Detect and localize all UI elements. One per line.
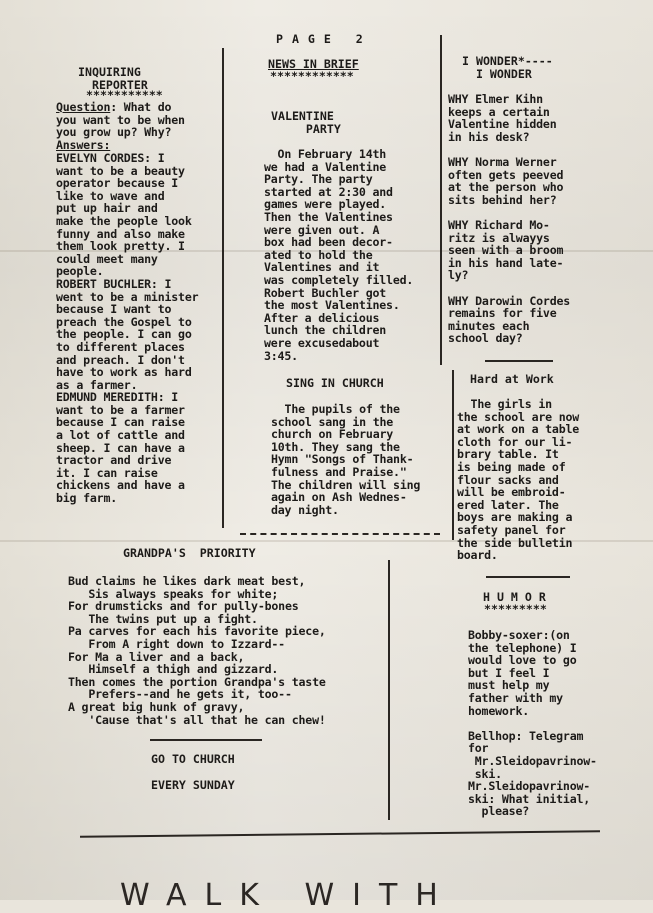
inquiring-reporter-title: INQUIRING REPORTER — [78, 65, 148, 92]
valentine-party-body: On February 14th we had a Valentine Party. The party started at 2:30 and games were played. Then the Valentines were given out. A box had been decor- ated to hold the Valentines and it was completely filled. Robert Buchler got the most Valentines. After a delicious lunch the children were excusedabout 3:45. — [264, 147, 414, 363]
humor-body: Bobby-soxer:(on the telephone) I would love to go but I feel I must help my father with my homework. Bellhop: Telegram for Mr.Sleidopavrinow- ski. Mr.Sleidopavrinow- ski: What initial, please? — [468, 628, 597, 819]
hard-at-work-body: The girls in the school are now at work on a table cloth for our li- brary table. It is being made of flour sacks and will be embroid- ered later. The boys are making a safety panel for the side bulletin board. — [457, 397, 580, 563]
inquiring-reporter-answers: EVELYN CORDES: I want to be a beauty operator because I like to wave and put up hair and make the people look funny and also make them look pretty. I could meet many people. ROBERT BUCHLER: I went to be a minister because I want to preach the Gospel to the people. I can go to different places and preach. I don't have to work as hard as a farmer. EDMUND MEREDITH: I want to be a farmer because I can raise a lot of cattle and sheep. I can have a tractor and drive it. I can raise chickens and have a big farm. — [56, 151, 199, 506]
grandpas-priority-poem: Bud claims he likes dark meat best, Sis always speaks for white; For drumsticks and for pully-bones The twins put up a fight. Pa carves for each his favorite piece, From A right down to Izzard-- For Ma a liver and a back, Himself a thigh and gizzard. Then comes the portion Grandpa's taste Prefers--and he gets it, too-- A great big hunk of gravy, 'Cause that's all that he can chew! — [68, 574, 326, 727]
sing-in-church-title: SING IN CHURCH — [286, 376, 384, 390]
every-sunday-text: EVERY SUNDAY — [151, 778, 235, 792]
hard-at-work-title: Hard at Work — [470, 372, 554, 386]
grandpas-priority-title: GRANDPA'S PRIORITY — [123, 546, 256, 560]
question-label: Question — [56, 100, 111, 114]
bottom-rule — [80, 830, 600, 837]
divider-go-to-church — [150, 739, 262, 741]
i-wonder-body: WHY Elmer Kihn keeps a certain Valentine hidden in his desk? WHY Norma Werner often gets peeved at the person who sits behind her? WHY Richard Mo- ritz is alwayys seen with a broom in his hand late- ly? WHY Darowin Cordes remains for five minutes each school day? — [448, 92, 571, 346]
sing-in-church-body: The pupils of the school sang in the church on February 10th. They sang the Hymn "Songs of Thank- fulness and Praise." The children will sing again on Ash Wednes- day night. — [271, 402, 421, 517]
answers-label: Answers: — [56, 138, 111, 152]
inquiring-reporter-question — [56, 101, 185, 139]
i-wonder-title: I WONDER*---- I WONDER — [462, 54, 553, 81]
question-text: : What do you want to be when you grow up? Why? — [56, 100, 185, 140]
page-number: P A G E 2 — [276, 32, 364, 46]
inquiring-reporter-stars: *********** — [86, 88, 163, 102]
column-divider-bottom — [388, 560, 390, 820]
humor-title: H U M O R — [483, 590, 546, 604]
news-in-brief-title: NEWS IN BRIEF — [268, 57, 359, 71]
divider-humor — [486, 576, 570, 578]
handwritten-footer: WALK WITH — [120, 878, 456, 913]
go-to-church-text: GO TO CHURCH — [151, 752, 235, 766]
section-divider-dashed — [240, 533, 440, 535]
valentine-party-title: VALENTINE PARTY — [271, 109, 341, 136]
divider-hard-at-work — [485, 360, 553, 362]
humor-stars: ********* — [484, 602, 547, 616]
column-divider-right-upper — [440, 35, 442, 365]
news-in-brief-stars: ************ — [270, 69, 354, 83]
column-divider-right-lower — [452, 370, 454, 540]
column-divider-left — [222, 48, 224, 528]
